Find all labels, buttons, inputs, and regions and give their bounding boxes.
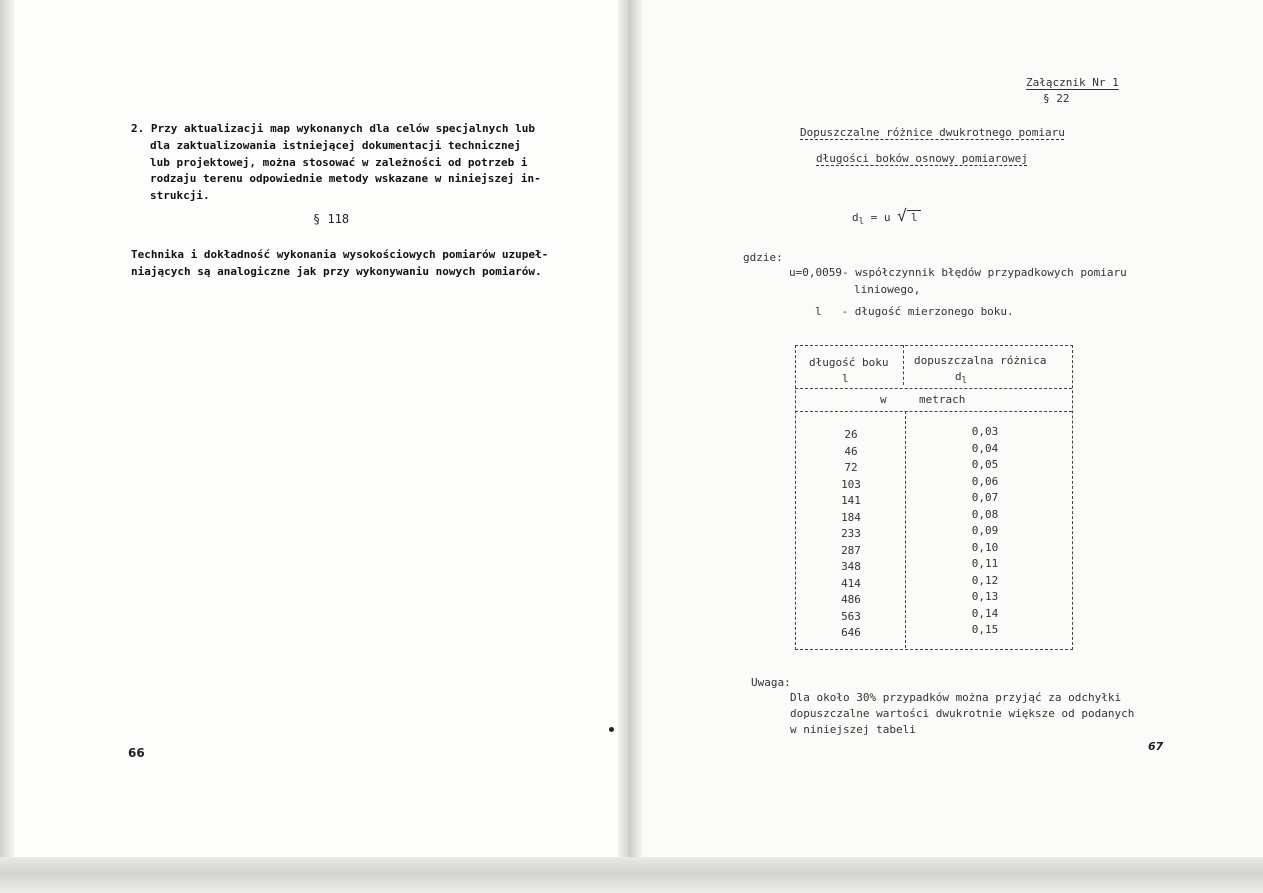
- header-d-subscript: l: [961, 376, 968, 387]
- length-cell: 563: [841, 609, 861, 623]
- length-cell: 26: [844, 428, 858, 441]
- header-length: długość boku: [809, 356, 889, 369]
- table-title-line-1: Dopuszczalne różnice dwukrotnego pomiaru: [800, 126, 1065, 139]
- length-cell: 103: [841, 477, 861, 491]
- note-line-1: Dla około 30% przypadków można przyjąć za odchyłki: [790, 691, 1122, 704]
- difference-cell: 0,13: [971, 590, 999, 603]
- difference-cell: 0,08: [971, 507, 999, 521]
- sqrt-sign: √: [897, 206, 907, 225]
- page-number-left: 66: [128, 746, 145, 760]
- difference-cell: 0,14: [971, 606, 999, 620]
- difference-cell: 0,05: [971, 458, 999, 471]
- header-difference: dopuszczalna różnica: [914, 354, 1047, 367]
- table-body-divider: [905, 411, 906, 648]
- table-header-divider: [903, 345, 904, 385]
- definition-u-line-1: u=0,0059- współczynnik błędów przypadkowych pomiaru: [789, 266, 1127, 279]
- formula-subscript: l: [858, 217, 865, 228]
- paragraph-line-2: niających są analogiczne jak przy wykonywaniu nowych pomiarów.: [131, 265, 542, 278]
- formula-radicand: l: [907, 210, 922, 224]
- length-cell: 141: [841, 494, 861, 507]
- length-cell: 348: [841, 560, 861, 573]
- difference-cell: 0,10: [971, 540, 999, 554]
- length-column: [816, 427, 886, 642]
- book-gutter: [618, 0, 642, 893]
- item-2-line-2: dla zaktualizowania istniejącej dokumentacji technicznej: [150, 139, 521, 152]
- length-cell: 414: [841, 576, 861, 590]
- length-cell: 287: [841, 543, 861, 557]
- table-rule-2: [795, 411, 1072, 412]
- length-cell: 72: [844, 461, 858, 474]
- header-difference-symbol: [955, 370, 967, 386]
- difference-cell: 0,15: [971, 623, 999, 636]
- where-label: gdzie:: [743, 251, 783, 264]
- section-118: § 118: [313, 212, 350, 226]
- page-number-right: 67: [1148, 740, 1164, 753]
- paragraph-line-1: Technika i dokładność wykonania wysokościowych pomiarów uzupeł-: [131, 248, 549, 261]
- definition-l: l - długość mierzonego boku.: [815, 305, 1014, 318]
- left-edge-shadow: [0, 0, 14, 893]
- difference-cell: 0,03: [971, 425, 999, 438]
- formula: [852, 206, 921, 227]
- length-cell: 46: [844, 444, 858, 458]
- length-cell: 486: [841, 593, 861, 606]
- item-2-line-1: 2. Przy aktualizacji map wykonanych dla celów specjalnych lub: [131, 122, 535, 135]
- formula-symbol: d: [852, 211, 859, 224]
- length-cell: 184: [841, 510, 861, 524]
- table-title-line-2: długości boków osnowy pomiarowej: [816, 152, 1028, 165]
- note-label: Uwaga:: [751, 676, 791, 689]
- bottom-page-edge: [0, 857, 1263, 893]
- annex-section: § 22: [1043, 92, 1070, 105]
- header-d: d: [955, 370, 962, 383]
- formula-equals-u: = u: [870, 211, 891, 224]
- header-length-symbol: l: [842, 372, 849, 385]
- definition-u-line-2: liniowego,: [854, 283, 921, 296]
- note-line-2: dopuszczalne wartości dwukrotnie większe od podanych: [790, 707, 1135, 720]
- difference-column: [945, 424, 1025, 639]
- length-cell: 646: [841, 626, 861, 639]
- note-line-3: w niniejszej tabeli: [790, 723, 916, 736]
- ink-speck: [609, 727, 614, 732]
- difference-cell: 0,09: [971, 524, 999, 537]
- units-w: w: [880, 393, 887, 406]
- annex-label: Załącznik Nr 1: [1026, 76, 1119, 89]
- units-metrach: metrach: [919, 393, 966, 406]
- difference-cell: 0,12: [971, 573, 999, 587]
- item-2-line-3: lub projektowej, można stosować w zależności od potrzeb i: [150, 156, 528, 169]
- item-2-line-4: rodzaju terenu odpowiednie metody wskazane w niniejszej in-: [150, 172, 541, 185]
- difference-cell: 0,11: [971, 557, 999, 570]
- table-rule-1: [795, 388, 1072, 389]
- difference-cell: 0,04: [971, 441, 999, 455]
- item-2-line-5: strukcji.: [150, 189, 210, 202]
- difference-cell: 0,06: [971, 474, 999, 488]
- length-cell: 233: [841, 527, 861, 540]
- difference-cell: 0,07: [971, 491, 999, 504]
